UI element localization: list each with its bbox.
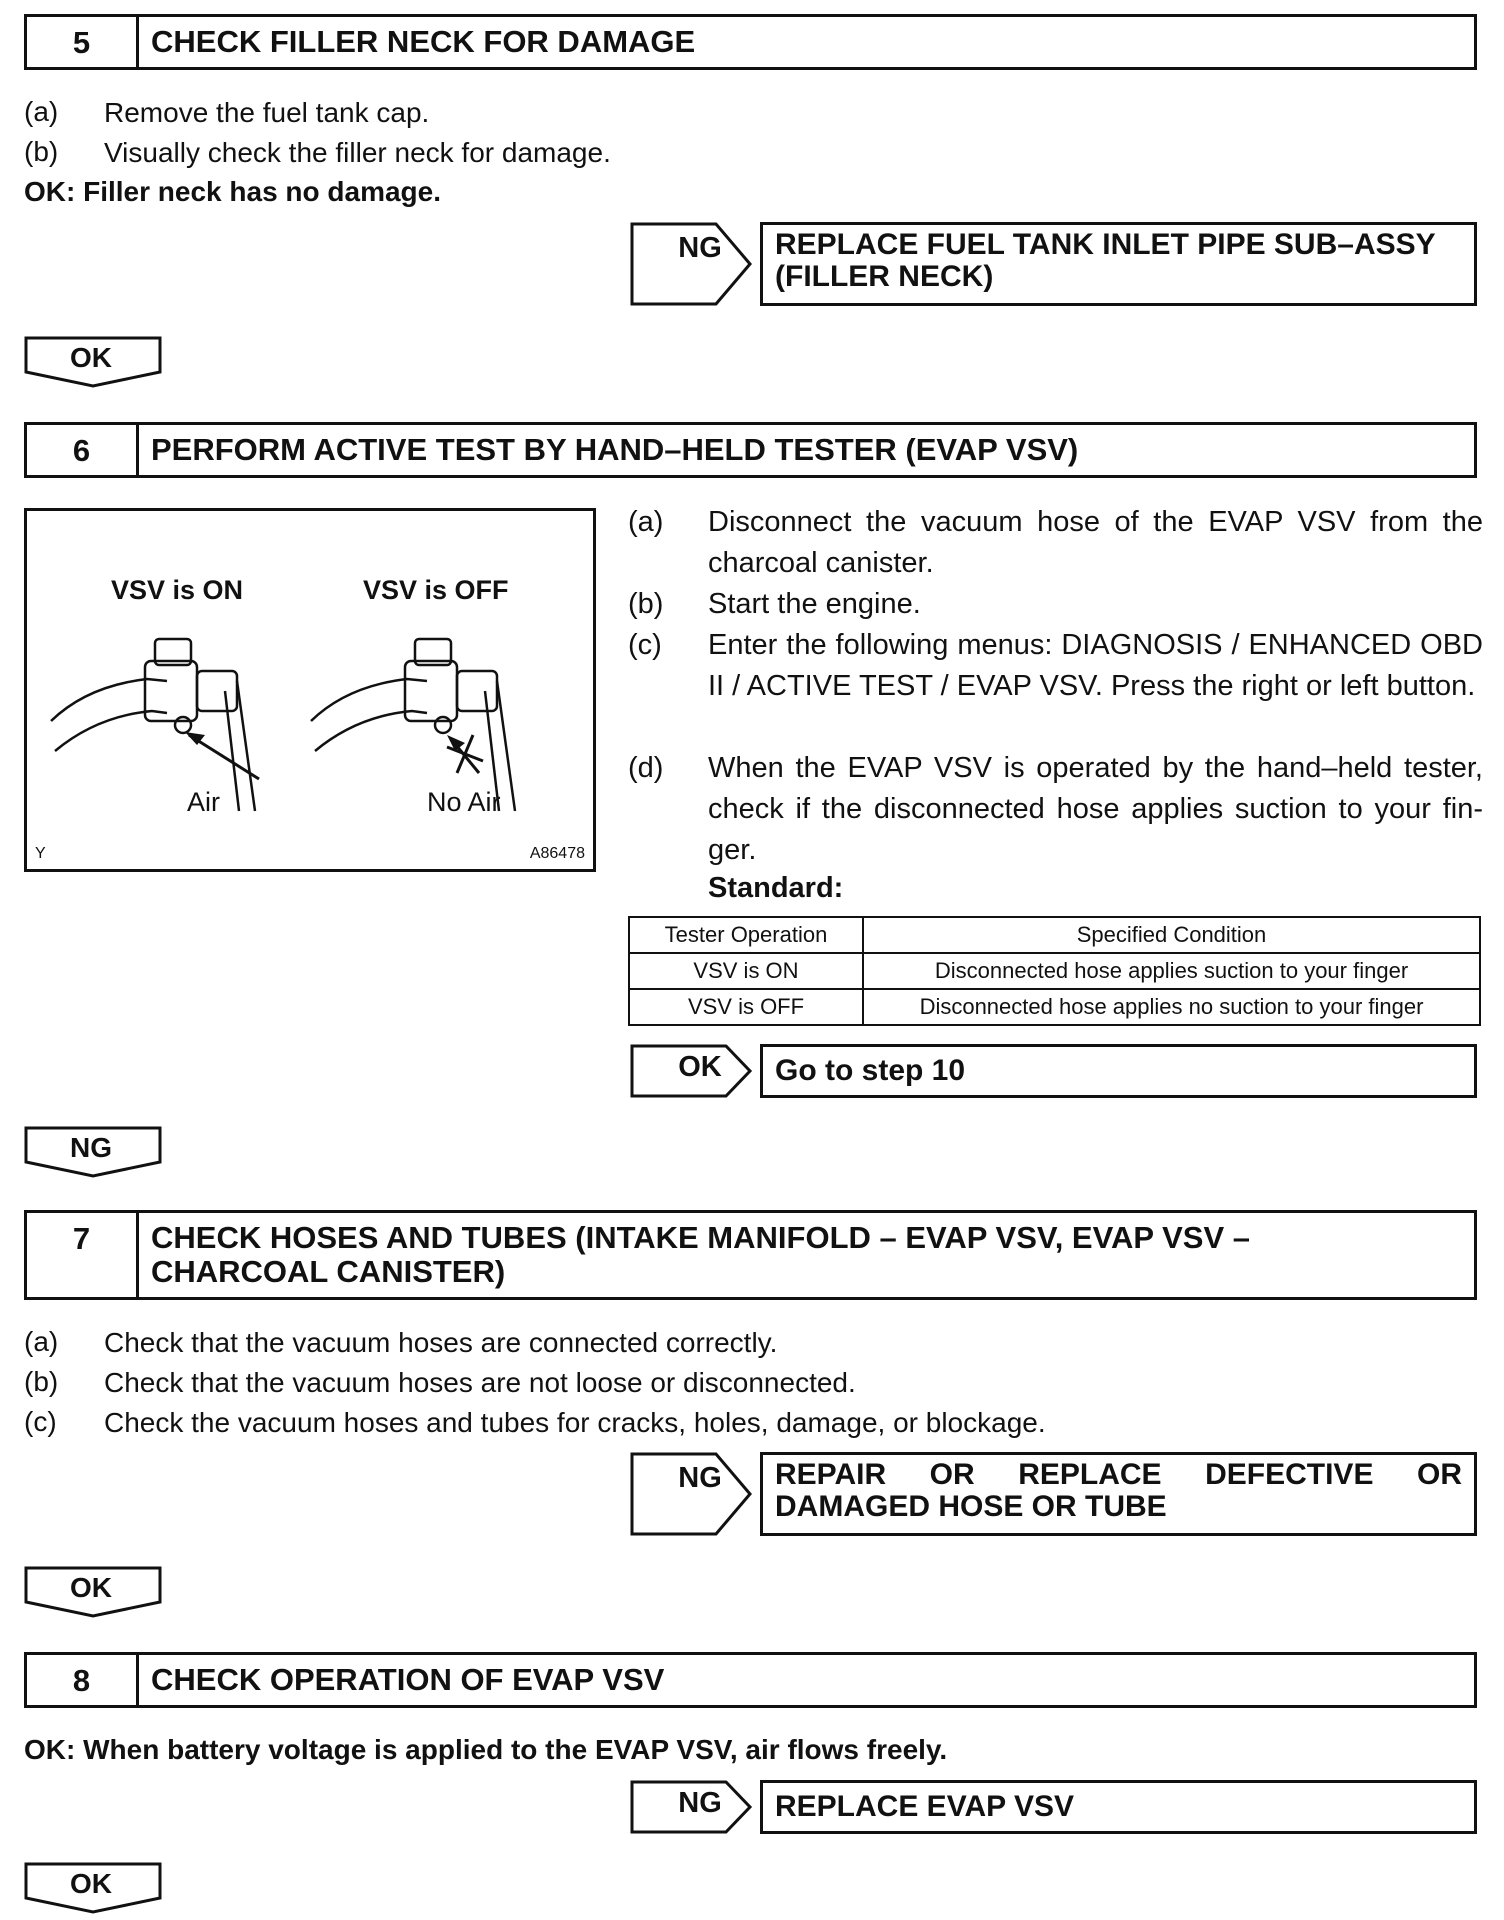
item-text: Check that the vacuum hoses are connected correctly. xyxy=(104,1327,778,1358)
ng-result xyxy=(760,1452,1477,1536)
step-5-header xyxy=(24,14,1477,70)
ng-result-line: REPLACE FUEL TANK INLET PIPE SUB–ASSY xyxy=(775,228,1436,261)
ok-label: OK xyxy=(678,1051,722,1083)
vsv-illustration xyxy=(27,511,593,869)
ng-result-line: (FILLER NECK) xyxy=(775,260,994,293)
flow-tag-label: NG xyxy=(70,1132,112,1163)
item-label: (a) xyxy=(628,506,664,538)
item-text: Visually check the filler neck for damage. xyxy=(104,137,611,168)
ng-result-line: REPAIR OR REPLACE DEFECTIVE OR xyxy=(775,1458,1462,1491)
table-cell: VSV is ON xyxy=(629,953,863,989)
ok-flow-tag xyxy=(24,1566,162,1618)
item-label: (b) xyxy=(628,588,664,620)
item-text: Start the engine. xyxy=(708,588,921,620)
ok-flow-tag xyxy=(24,336,162,388)
item-text: Check the vacuum hoses and tubes for cracks, holes, damage, or blockage. xyxy=(104,1407,1046,1438)
table-row xyxy=(629,989,1480,1025)
ok-condition: OK: When battery voltage is applied to the EVAP VSV, air flows freely. xyxy=(24,1734,948,1765)
flow-tag-label: OK xyxy=(70,1868,112,1899)
ng-result-block xyxy=(630,1780,1477,1834)
item-text: Check that the vacuum hoses are not loose or disconnected. xyxy=(104,1367,856,1398)
table-cell: VSV is OFF xyxy=(629,989,863,1025)
figure-right-title: VSV is OFF xyxy=(363,575,509,605)
ng-label: NG xyxy=(678,1787,722,1819)
item-label: (c) xyxy=(628,629,662,661)
standard-table xyxy=(628,916,1481,1026)
ok-result: Go to step 10 xyxy=(760,1044,1477,1098)
flow-tag-label: OK xyxy=(70,1572,112,1603)
ng-result-block xyxy=(630,1452,1477,1536)
table-row xyxy=(629,953,1480,989)
step-title: CHECK OPERATION OF EVAP VSV xyxy=(151,1662,665,1697)
flow-tag-label: OK xyxy=(70,342,112,373)
figure-left-title: VSV is ON xyxy=(111,575,244,605)
item-label: (b) xyxy=(24,136,59,167)
figure-corner-letter: Y xyxy=(35,845,46,862)
ok-result-block xyxy=(630,1044,1477,1098)
item-text: When the EVAP VSV is operated by the hand–held tester, check if the disconnected hose applies suction to your fin-ger. xyxy=(708,752,1483,866)
figure-left-caption: Air xyxy=(187,787,220,817)
ng-label: NG xyxy=(678,1462,722,1494)
figure-id: A86478 xyxy=(529,845,585,862)
figure-right-caption: No Air xyxy=(427,787,501,817)
ng-result: REPLACE EVAP VSV xyxy=(760,1780,1477,1834)
ng-result-block xyxy=(630,222,1477,306)
standard-label: Standard: xyxy=(708,872,844,904)
item-label: (a) xyxy=(24,96,59,127)
step-8-header xyxy=(24,1652,1477,1708)
ng-result-line: DAMAGED HOSE OR TUBE xyxy=(775,1490,1167,1523)
item-text: Disconnect the vacuum hose of the EVAP VSV from the charcoal canister. xyxy=(708,506,1483,579)
step-number: 7 xyxy=(27,1213,139,1297)
ng-result xyxy=(760,222,1477,306)
step-title: PERFORM ACTIVE TEST BY HAND–HELD TESTER (EVAP VSV) xyxy=(151,432,1079,467)
step-7-header xyxy=(24,1210,1477,1300)
item-label: (b) xyxy=(24,1366,59,1397)
step-number: 5 xyxy=(27,17,139,67)
item-label: (c) xyxy=(24,1406,57,1437)
item-label: (d) xyxy=(628,752,664,784)
table-cell: Disconnected hose applies no suction to your finger xyxy=(863,989,1480,1025)
step-title-line: CHECK HOSES AND TUBES (INTAKE MANIFOLD – EVAP VSV, EVAP VSV – xyxy=(151,1220,1250,1255)
step-6-header xyxy=(24,422,1477,478)
table-cell: Disconnected hose applies suction to your finger xyxy=(863,953,1480,989)
ok-flow-tag xyxy=(24,1862,162,1914)
item-label: (a) xyxy=(24,1326,59,1357)
table-header: Specified Condition xyxy=(863,917,1480,953)
ng-flow-tag xyxy=(24,1126,162,1178)
item-text: Enter the following menus: DIAGNOSIS / ENHANCED OBD II / ACTIVE TEST / EVAP VSV. Press the right or left button. xyxy=(708,629,1483,702)
step-title xyxy=(139,1213,1474,1297)
vsv-figure xyxy=(24,508,596,872)
step-title-line: CHARCOAL CANISTER) xyxy=(151,1254,506,1289)
table-header-row xyxy=(629,917,1480,953)
step-number: 8 xyxy=(27,1655,139,1705)
step-title: CHECK FILLER NECK FOR DAMAGE xyxy=(151,24,696,59)
step-number: 6 xyxy=(27,425,139,475)
ng-label: NG xyxy=(678,232,722,264)
table-header: Tester Operation xyxy=(629,917,863,953)
item-text: Remove the fuel tank cap. xyxy=(104,97,430,128)
ok-condition: OK: Filler neck has no damage. xyxy=(24,176,442,207)
